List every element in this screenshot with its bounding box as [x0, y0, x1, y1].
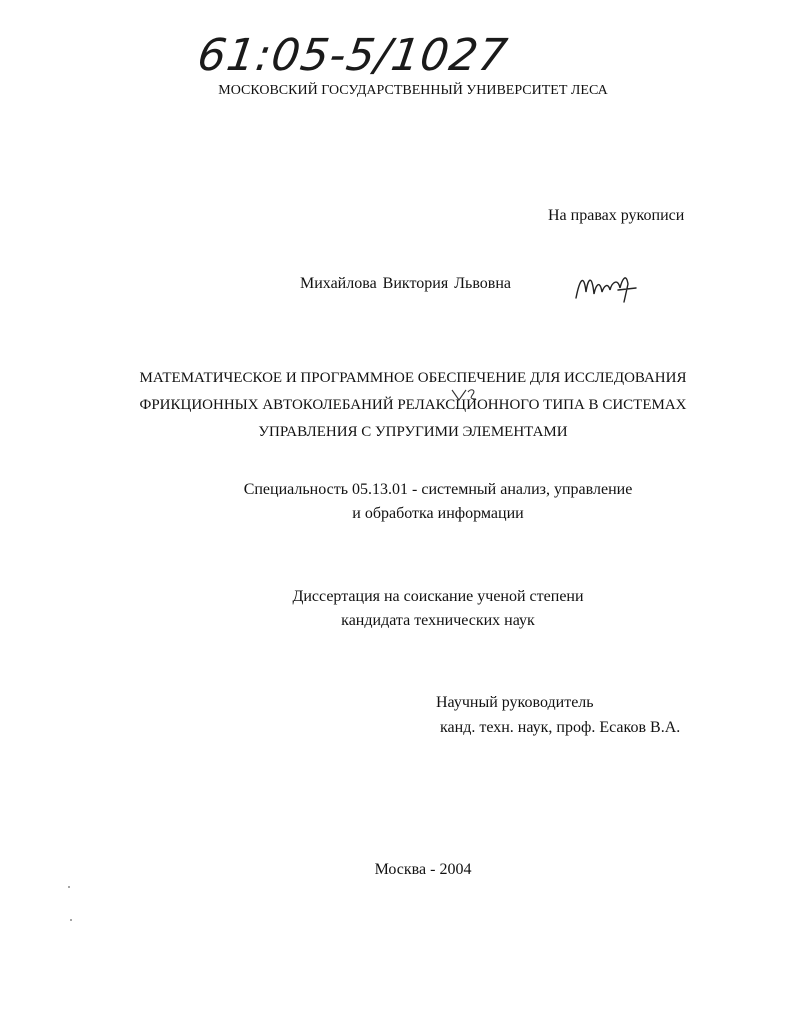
scan-speck [68, 886, 70, 888]
handwritten-catalog-number: 61:05-5/1027 [194, 30, 512, 81]
city-year: Москва - 2004 [374, 861, 472, 878]
title-line-2: ФРИКЦИОННЫХ АВТОКОЛЕБАНИЙ РЕЛАКСЦИОННОГО ТИПА В СИСТЕМАХ [139, 397, 687, 413]
author-name: Михайлова Виктория Львовна [300, 275, 511, 292]
rights-note: На правах рукописи [548, 207, 685, 224]
title-line-3: УПРАВЛЕНИЯ С УПРУГИМИ ЭЛЕМЕНТАМИ [258, 424, 568, 440]
scan-speck [70, 919, 72, 921]
supervisor-name: канд. техн. наук, проф. Есаков В.А. [440, 719, 681, 736]
handwritten-correction-mark [449, 386, 479, 406]
dissertation-line-2: кандидата технических наук [341, 612, 535, 629]
supervisor-label: Научный руководитель [436, 694, 594, 711]
university-name: МОСКОВСКИЙ ГОСУДАРСТВЕННЫЙ УНИВЕРСИТЕТ ЛЕСА [218, 83, 608, 98]
title-line-1: МАТЕМАТИЧЕСКОЕ И ПРОГРАММНОЕ ОБЕСПЕЧЕНИЕ ДЛЯ ИССЛЕДОВАНИЯ [139, 370, 687, 386]
dissertation-line-1: Диссертация на соискание ученой степени [292, 588, 584, 605]
author-signature [572, 268, 662, 308]
specialty-line-1: Специальность 05.13.01 - системный анализ, управление [243, 481, 633, 498]
specialty-line-2: и обработка информации [352, 505, 524, 522]
